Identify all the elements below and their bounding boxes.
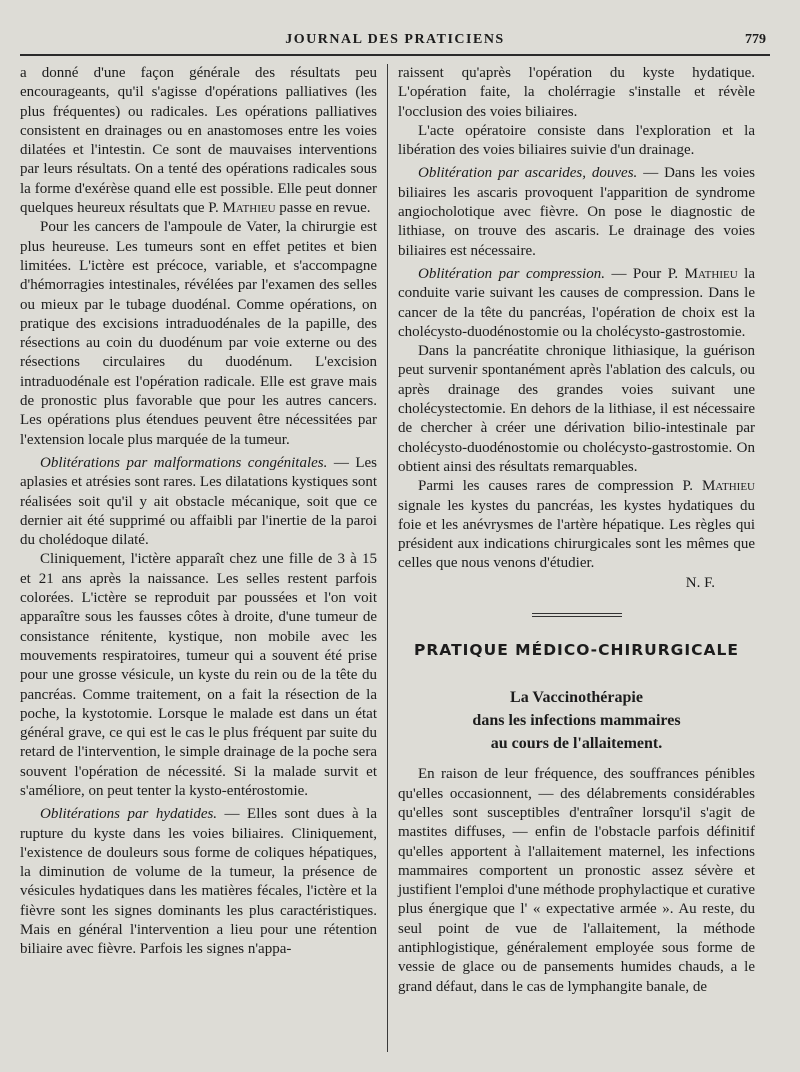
section-separator-rule [532, 613, 622, 617]
text-run: — Pour P. [604, 265, 685, 282]
paragraph [20, 64, 377, 218]
author-name: Mathieu [684, 265, 738, 282]
text-run: Parmi les causes rares de compression P. [418, 478, 702, 495]
paragraph: raissent qu'après l'opération du kyste hydatique. L'opération faite, la cholérragie s'installe et révèle l'occlusion des voies biliaires. [398, 65, 755, 120]
text-run: la conduite varie suivant les causes de compression. Dans le cancer de la tête du pancréas, l'opération de choix est la cholécysto-duodénostomie ou la cholécysto-gastrostomie. [398, 265, 755, 340]
text-run: — Elles sont dues à la rupture du kyste dans les voies biliaires. Cliniquement, l'existence de douleurs sous forme de coliques hépatiques, la diminution de volume de la tumeur, la présence de vésicules hydatiques dans les matières fécales, l'ictère et la fièvre sont les signes dominants les plus caractéristiques. Mais en général l'intervention a lieu pour une rétention biliaire avec fièvre. Parfois les signes n'appa- [20, 806, 377, 958]
paragraph: Dans la pancréatite chronique lithiasique, la guérison peut survenir spontanément après l'ablation des calculs, ou après drainage des grandes voies suivant une cholécystectomie. En dehors de la lithiase, il est nécessaire de chercher à créer une dérivation bilio-intestinale par cholécysto-duodénostomie ou cholécysto-gastrostomie. On obtient ainsi des résultats remarquables. [398, 343, 755, 475]
signature: N. F. [685, 574, 715, 591]
article-title-line: La Vaccinothérapie [510, 689, 643, 707]
right-column [387, 64, 755, 1052]
paragraph: En raison de leur fréquence, des souffrances pénibles qu'elles occasionnent, — des délabrements considérables qu'elles sont susceptibles d'entraîner lorsqu'il s'agit de mastites diffuses, — enfin de l'obstacle parfois définitif qu'elles apportent à l'allaitement maternel, les infections mammaires comportent un pronostic assez sévère et justifient l'emploi d'une méthode prophylactique et curative plus énergique que l' « expectative armée ». Au reste, du seul point de vue de l'allaitement, la méthode antiphlogistique, généralement employée sous forme de vessie de glace ou de pansements humides chauds, a le grand défaut, dans le cas de lymphangite banale, de [398, 766, 755, 995]
text-run: a donné d'une façon générale des résultats peu encourageants, qu'il s'agisse d'opérations palliatives (les plus fréquentes) ou radicales. Les opérations palliatives consistent en drainages ou en anastomoses entre les voies dilatées et l'intestin. Ce sont de mauvaises interventions par leurs résultats. On a tenté des opérations radicales sous la forme d'exérèse quand elle est possible. Elle peut donner quelques heureux résultats que P. [20, 65, 377, 217]
section-heading: Oblitération par compression. [418, 265, 605, 282]
paragraph: L'acte opératoire consiste dans l'exploration et la libération des voies biliaires suivie d'un drainage. [398, 122, 755, 159]
author-name: Mathieu [701, 478, 755, 495]
text-run: — Les aplasies et atrésies sont rares. Les dilatations kystiques sont réalisées soit qu'il y ait obstacle mécanique, soit que ce dernier ait été supprimé ou affaibli par l'inertie de la paroi du cholédoque dilaté. [20, 454, 378, 549]
section-paragraph [398, 164, 755, 260]
section-heading: Oblitération par ascarides, douves. [418, 165, 638, 182]
paragraph: Cliniquement, l'ictère apparaît chez une fille de 3 à 15 et 21 ans après la naissance. Les selles restent parfois colorées. L'ictère se reproduit par poussées et l'on voit apparaître sous les fausses côtes à droite, d'une tumeur de consistance rénitente, kystique, non mobile avec les mouvements respiratoires, tumeur qui a souvent été prise pour une grosse vésicule, un kyste du rein ou de la tête du pancréas. Comme traitement, on a fait la résection de la poche, la kystotomie. Lorsque le malade est dans un état général grave, ce qui est le cas le plus fréquent par suite du retard de l'intervention, le simple drainage de la poche sera souvent l'opération de nécessité. Si la malade survit et s'améliore, on peut tenter la kysto-entérostomie. [20, 551, 377, 799]
section-heading: Oblitérations par malformations congénitales. [40, 454, 328, 471]
signature-line [398, 574, 755, 593]
paragraph: Pour les cancers de l'ampoule de Vater, la chirurgie est plus heureuse. Les tumeurs sont en effet petites et bien limitées. L'ictère est précoce, variable, et s'accompagne d'hémorragies intestinales, révélées par l'examen des selles ou mieux par le tubage duodénal. Comme opérations, on pratique des excisions intraduodénales de la papille, des résections au coin du duodénum par voie externe ou des résections circulaires du duodénum. L'excision intraduodénale est l'opération radicale. Elle est grave mais de pronostic plus favorable que pour les autres cancers. Les opérations plus étendues peuvent être nécessitées par l'extension locale plus marquée de la tumeur. [20, 219, 377, 448]
article-title [398, 686, 755, 755]
article-title-line: dans les infections mammaires [472, 712, 681, 730]
journal-title: JOURNAL DES PRATICIENS [285, 32, 505, 47]
text-run: passe en revue. [275, 200, 371, 217]
section-paragraph [398, 265, 755, 342]
text-run: — Dans les voies biliaires les ascaris provoquent l'apparition de syndrome angiocholotique avec fièvre. On pose le diagnostic de lithiase, on trouve des ascaris. Le drainage des voies biliaires est nécessaire. [398, 165, 756, 259]
text-run: signale les kystes du pancréas, les kystes hydatiques du foie et les anévrysmes de l'artère hépatique. Les règles qui président aux indications chirurgicales sont les mêmes que celles que nous venons d'étudier. [398, 497, 755, 572]
two-column-body [20, 64, 770, 1052]
running-header [20, 30, 770, 56]
author-name: Mathieu [222, 200, 276, 217]
left-column [20, 64, 387, 1052]
rubric-heading: PRATIQUE MÉDICO-CHIRURGICALE [414, 641, 739, 660]
paragraph [398, 477, 755, 573]
section-paragraph [20, 454, 377, 550]
page-number: 779 [745, 32, 766, 47]
section-paragraph [20, 805, 377, 959]
section-heading: Oblitérations par hydatides. [40, 806, 218, 823]
article-title-line: au cours de l'allaitement. [490, 735, 663, 753]
